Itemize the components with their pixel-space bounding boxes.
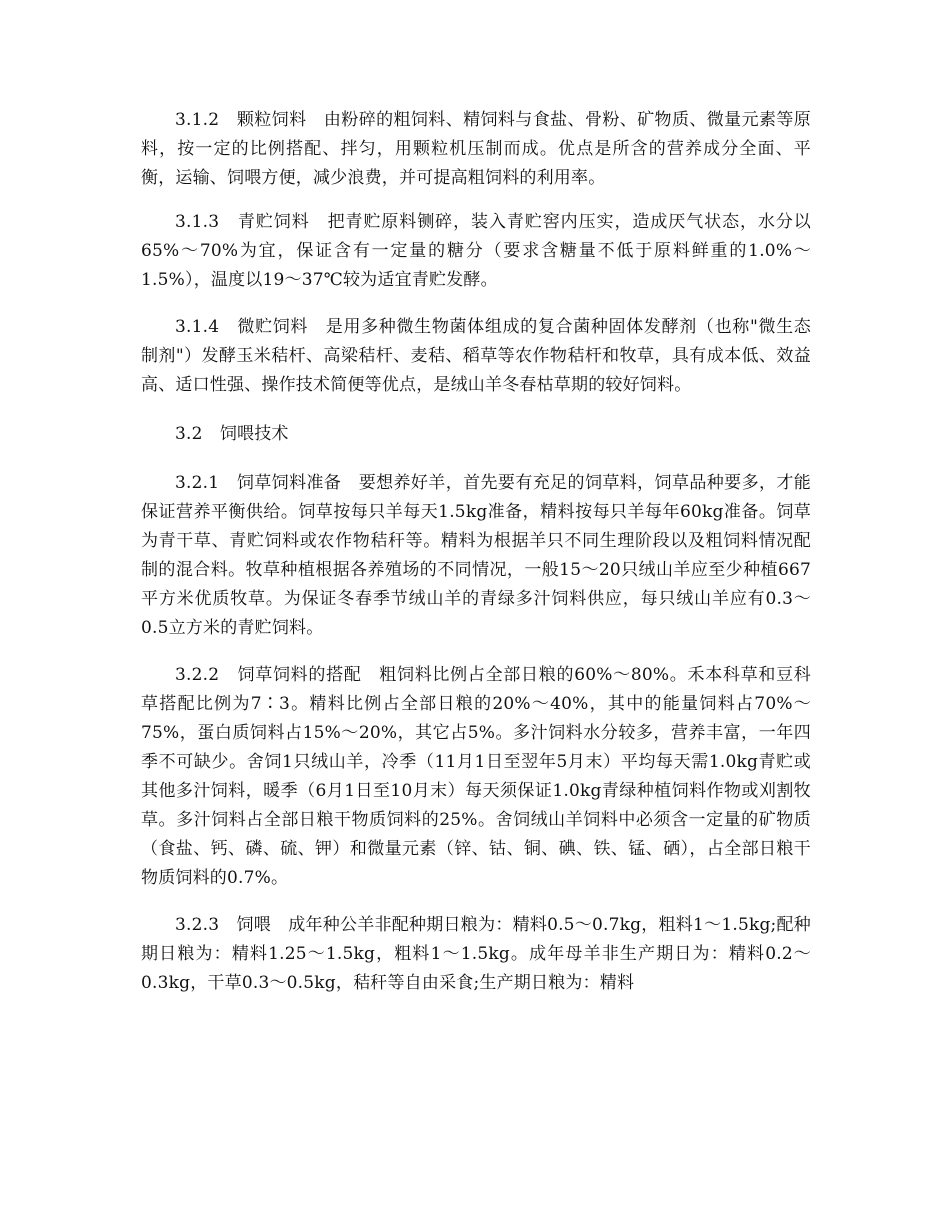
section-heading-3-2: 3.2 饲喂技术 — [175, 424, 289, 444]
paragraph-3-2-1-feed-preparation: 3.2.1 饲草饲料准备 要想养好羊，首先要有充足的饲草料，饲草品种要多，才能保证营养平衡供给。饲草按每只羊每天1.5kg准备，精料按每只羊每年60kg准备。饲草为青干草、青贮饲料或农作物秸秆等。精料为根据羊只不同生理阶段以及粗饲料情况配制的混合料。牧草种植根据各养殖场的不同情况，一般15～20只绒山羊应至少种植667平方米优质牧草。为保证冬春季节绒山羊的青绿多汁饲料供应，每只绒山羊应有0.3～0.5立方米的青贮饲料。 — [141, 473, 811, 638]
document-body — [141, 106, 811, 998]
paragraph-3-1-2-pellet-feed: 3.1.2 颗粒饲料 由粉碎的粗饲料、精饲料与食盐、骨粉、矿物质、微量元素等原料，按一定的比例搭配、拌匀，用颗粒机压制而成。优点是所含的营养成分全面、平衡，运输、饲喂方便，减少浪费，并可提高粗饲料的利用率。 — [141, 110, 811, 188]
paragraph-3-1-3-silage-feed: 3.1.3 青贮饲料 把青贮原料铡碎，装入青贮窖内压实，造成厌气状态，水分以65%～70%为宜，保证含有一定量的糖分（要求含糖量不低于原料鲜重的1.0%～1.5%），温度以19～37℃较为适宜青贮发酵。 — [141, 212, 811, 290]
paragraph-3-1-4-microbial-silage: 3.1.4 微贮饲料 是用多种微生物菌体组成的复合菌种固体发酵剂（也称"微生态制剂"）发酵玉米秸杆、高梁秸杆、麦秸、稻草等农作物秸杆和牧草，具有成本低、效益高、适口性强、操作技术简便等优点，是绒山羊冬春枯草期的较好饲料。 — [141, 317, 811, 395]
paragraph-3-2-2-feed-combination: 3.2.2 饲草饲料的搭配 粗饲料比例占全部日粮的60%～80%。禾本科草和豆科草搭配比例为7∶3。精料比例占全部日粮的20%～40%，其中的能量饲料占70%～75%，蛋白质饲料占15%～20%，其它占5%。多汁饲料水分较多，营养丰富，一年四季不可缺少。舍饲1只绒山羊，冷季（11月1日至翌年5月末）平均每天需1.0kg青贮或其他多汁饲料，暖季（6月1日至10月末）每天须保证1.0kg青绿种植饲料作物或刈割牧草。多汁饲料占全部日粮干物质饲料的25%。舍饲绒山羊饲料中必须含一定量的矿物质（食盐、钙、磷、硫、钾）和微量元素（锌、钴、铜、碘、铁、锰、硒），占全部日粮干物质饲料的0.7%。 — [141, 665, 811, 888]
paragraph-3-2-3-feeding: 3.2.3 饲喂 成年种公羊非配种期日粮为：精料0.5～0.7kg，粗料1～1.5kg;配种期日粮为：精料1.25～1.5kg，粗料1～1.5kg。成年母羊非生产期日为：精料0.2～0.3kg，干草0.3～0.5kg，秸秆等自由采食;生产期日粮为：精料 — [141, 915, 811, 993]
